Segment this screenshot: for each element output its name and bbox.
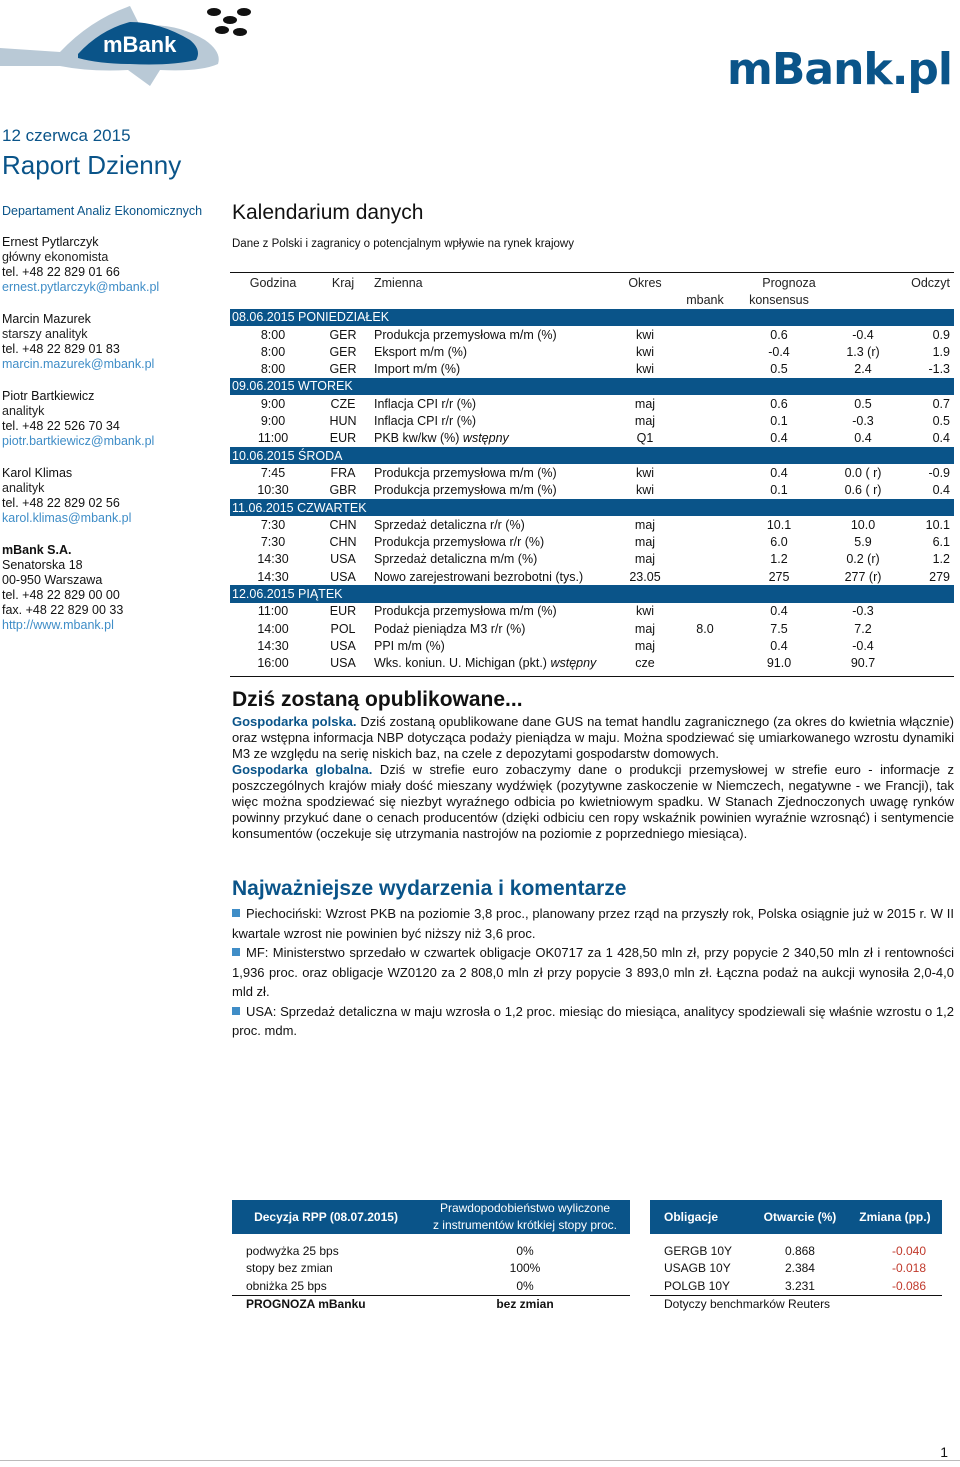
day-label: 12.06.2015 PIĄTEK — [230, 585, 954, 602]
calendar-header-row — [230, 274, 954, 291]
contact-email-link[interactable]: piotr.bartkiewicz@mbank.pl — [2, 434, 155, 448]
cell-period: maj — [616, 533, 674, 550]
cell-country: USA — [316, 655, 370, 672]
paragraph-lead: Gospodarka globalna. — [232, 762, 373, 777]
cell-mbank — [674, 343, 736, 360]
bond-row — [650, 1260, 942, 1278]
page-number: 1 — [940, 1444, 948, 1460]
calendar-row — [230, 412, 954, 429]
cell-country: GER — [316, 343, 370, 360]
cell-mbank — [674, 516, 736, 533]
cell-consensus: 275 — [736, 568, 822, 585]
day-label: 08.06.2015 PONIEDZIAŁEK — [230, 309, 954, 326]
cell-country: POL — [316, 620, 370, 637]
calendar-row — [230, 637, 954, 654]
rpp-row — [232, 1260, 630, 1278]
cell-country: USA — [316, 637, 370, 654]
event-text: MF: Ministerstwo sprzedało w czwartek obligacje OK0717 za 1 428,50 mln zł, przy popycie 2 340,50 mln zł i rentowności 1,936 proc. oraz obligacje WZ0120 za 2 808,0 mln zł przy popycie 3 893,0 mln zł. Łączna podaż na aukcji wynosiła 2,0-4,0 mld zł. — [232, 945, 954, 999]
cell-time: 14:00 — [230, 620, 316, 637]
rpp-forecast-value: bez zmian — [496, 1297, 554, 1312]
day-header-row — [230, 447, 954, 464]
cell-variable — [370, 533, 616, 550]
cell-previous: -0.3 — [822, 412, 904, 429]
calendar-table — [230, 274, 954, 672]
variable-name: Produkcja przemysłowa m/m (%) — [374, 483, 557, 498]
cell-previous: 0.5 — [822, 395, 904, 412]
cell-actual: 1.2 — [904, 551, 954, 568]
variable-name: PPI m/m (%) — [374, 638, 445, 653]
col-period: Okres — [628, 275, 662, 290]
bond-name: POLGB 10Y — [664, 1278, 731, 1293]
cell-variable — [370, 326, 616, 343]
report-title: Raport Dzienny — [2, 150, 182, 180]
cell-period: maj — [616, 412, 674, 429]
cell-mbank — [674, 482, 736, 499]
day-label: 09.06.2015 WTOREK — [230, 378, 954, 395]
calendar-row — [230, 516, 954, 533]
cell-actual: -1.3 — [904, 360, 954, 377]
calendar-row — [230, 464, 954, 481]
contact-card — [2, 235, 224, 295]
variable-name: Nowo zarejestrowani bezrobotni (tys.) — [374, 569, 584, 584]
rpp-row — [232, 1277, 630, 1295]
cell-variable — [370, 603, 616, 620]
cell-actual: 279 — [904, 568, 954, 585]
variable-name: Produkcja przemysłowa m/m (%) — [374, 465, 557, 480]
calendar-row — [230, 603, 954, 620]
sidebar — [2, 204, 224, 633]
cell-mbank — [674, 637, 736, 654]
cell-time: 10:30 — [230, 482, 316, 499]
calendar-body — [230, 274, 954, 672]
footer-rule — [0, 1460, 960, 1461]
cell-period: kwi — [616, 603, 674, 620]
calendar-row — [230, 551, 954, 568]
cell-mbank — [674, 533, 736, 550]
cell-variable — [370, 430, 616, 447]
col-variable: Zmienna — [374, 275, 423, 290]
event-text: USA: Sprzedaż detaliczna w maju wzrosła o 1,2 proc. miesiąc do miesiąca, analitycy spodziewali się właśnie wzrostu o 1,2 proc. mdm. — [232, 1003, 954, 1038]
cell-period: maj — [616, 516, 674, 533]
calendar-heading: Kalendarium danych — [232, 201, 424, 224]
cell-mbank — [674, 326, 736, 343]
cell-mbank — [674, 551, 736, 568]
bonds-header-open: Otwarcie (%) — [763, 1210, 837, 1224]
cell-time: 7:45 — [230, 464, 316, 481]
cell-time: 14:30 — [230, 637, 316, 654]
cell-mbank — [674, 568, 736, 585]
contact-name: Piotr Bartkiewicz — [2, 389, 95, 403]
cell-actual: 0.4 — [904, 430, 954, 447]
cell-country: GER — [316, 360, 370, 377]
variable-name: PKB kw/kw (%) — [374, 431, 460, 446]
cell-country: EUR — [316, 430, 370, 447]
cell-previous: 5.9 — [822, 533, 904, 550]
calendar-subheader-row — [230, 291, 954, 308]
company-block — [2, 543, 224, 633]
contact-email-link[interactable]: marcin.mazurek@mbank.pl — [2, 357, 155, 371]
cell-previous: -0.4 — [822, 637, 904, 654]
company-phone: tel. +48 22 829 00 00 — [2, 588, 120, 602]
cell-variable — [370, 360, 616, 377]
variable-name: Produkcja przemysłowa m/m (%) — [374, 327, 557, 342]
event-item — [232, 943, 954, 1002]
cell-country: CHN — [316, 533, 370, 550]
cell-time: 14:30 — [230, 551, 316, 568]
cell-period: kwi — [616, 360, 674, 377]
cell-country: CHN — [316, 516, 370, 533]
bonds-header-name: Obligacje — [664, 1210, 719, 1224]
cell-period: kwi — [616, 343, 674, 360]
cell-consensus: -0.4 — [736, 343, 822, 360]
rpp-row-value: 0% — [516, 1243, 534, 1258]
cell-consensus: 0.5 — [736, 360, 822, 377]
col-time: Godzina — [249, 275, 297, 290]
cell-previous: 7.2 — [822, 620, 904, 637]
today-heading: Dziś zostaną opublikowane... — [232, 688, 523, 711]
cell-consensus: 0.4 — [736, 430, 822, 447]
cell-period: kwi — [616, 326, 674, 343]
contact-phone: tel. +48 22 526 70 34 — [2, 419, 120, 433]
bond-open: 2.384 — [784, 1261, 815, 1276]
cell-time: 8:00 — [230, 343, 316, 360]
department-name: Departament Analiz Ekonomicznych — [2, 204, 203, 218]
calendar-row — [230, 568, 954, 585]
contact-role: analityk — [2, 404, 45, 418]
rpp-row — [232, 1242, 630, 1260]
cell-mbank — [674, 603, 736, 620]
cell-country: HUN — [316, 412, 370, 429]
cell-time: 8:00 — [230, 360, 316, 377]
cell-actual: 6.1 — [904, 533, 954, 550]
today-paragraph-domestic — [232, 714, 954, 762]
bonds-header-change: Zmiana (pp.) — [859, 1210, 931, 1224]
cell-variable — [370, 637, 616, 654]
cell-consensus: 0.1 — [736, 482, 822, 499]
contact-name: Marcin Mazurek — [2, 312, 91, 326]
cell-consensus: 0.6 — [736, 326, 822, 343]
col-forecast: Prognoza — [762, 275, 816, 290]
cell-variable — [370, 568, 616, 585]
day-label: 11.06.2015 CZWARTEK — [230, 499, 954, 516]
variable-name: Eksport m/m (%) — [374, 344, 468, 359]
rpp-row-label: stopy bez zmian — [246, 1261, 333, 1276]
calendar-row — [230, 395, 954, 412]
cell-country: CZE — [316, 395, 370, 412]
cell-mbank — [674, 395, 736, 412]
bullet-square-icon — [232, 909, 240, 917]
report-date: 12 czerwca 2015 — [2, 126, 131, 145]
cell-previous: -0.4 — [822, 326, 904, 343]
cell-actual: -0.9 — [904, 464, 954, 481]
rpp-header-line: Prawdopodobieństwo wyliczone — [439, 1201, 611, 1215]
variable-name: Produkcja przemysłowa r/r (%) — [374, 535, 545, 550]
day-header-row — [230, 585, 954, 602]
cell-variable — [370, 482, 616, 499]
events-heading: Najważniejsze wydarzenia i komentarze — [232, 877, 627, 900]
bullet-square-icon — [232, 948, 240, 956]
contact-name: Ernest Pytlarczyk — [2, 235, 99, 249]
cell-time: 11:00 — [230, 603, 316, 620]
contact-role: główny ekonomista — [2, 250, 109, 264]
cell-variable — [370, 516, 616, 533]
day-header-row — [230, 309, 954, 326]
company-street: Senatorska 18 — [2, 558, 83, 572]
day-header-row — [230, 378, 954, 395]
cell-consensus: 7.5 — [736, 620, 822, 637]
paragraph-text: Dziś w strefie euro zobaczymy dane o produkcji przemysłowej w strefie euro - informacje z poszczególnych krajów miały dość mieszany wydźwięk (pozytywne zaskoczenie w Niemczech, negatywne - we Francji), tak więc można spodziewać się niezbyt wyraźnego odbicia po kwietniowym spadku. W Stanach Zjednoczonych uwagę rynków powinny przykuć dane o cenach producentów (dzięki odbiciu cen ropy wskaźnik powinien wyraźnie wzrosnąć) i sentymencie konsumentów (oczekuje się utrzymania nastrojów na poziomie z poprzedniego miesiąca). — [232, 762, 954, 841]
calendar-row — [230, 482, 954, 499]
cell-actual — [904, 603, 954, 620]
cell-actual: 10.1 — [904, 516, 954, 533]
cell-actual — [904, 637, 954, 654]
rpp-row-label: obniżka 25 bps — [246, 1278, 327, 1293]
mbank-shark-logo — [0, 0, 260, 110]
bond-row — [650, 1277, 942, 1295]
cell-mbank — [674, 655, 736, 672]
cell-previous: -0.3 — [822, 603, 904, 620]
cell-mbank — [674, 360, 736, 377]
calendar-row — [230, 343, 954, 360]
cell-country: FRA — [316, 464, 370, 481]
bond-change: -0.086 — [891, 1278, 926, 1293]
variable-name: Inflacja CPI r/r (%) — [374, 396, 477, 411]
cell-period: maj — [616, 637, 674, 654]
day-label: 10.06.2015 ŚRODA — [230, 447, 954, 464]
contact-email-link[interactable]: ernest.pytlarczyk@mbank.pl — [2, 280, 160, 294]
cell-previous: 0.2 (r) — [822, 551, 904, 568]
cell-consensus: 91.0 — [736, 655, 822, 672]
contact-phone: tel. +48 22 829 01 66 — [2, 265, 120, 279]
bond-change: -0.018 — [891, 1261, 926, 1276]
calendar-row — [230, 533, 954, 550]
bonds-note-row — [650, 1295, 942, 1313]
bonds-note: Dotyczy benchmarków Reuters — [664, 1297, 831, 1312]
cell-period: Q1 — [616, 430, 674, 447]
cell-previous: 0.4 — [822, 430, 904, 447]
paragraph-lead: Gospodarka polska. — [232, 714, 357, 729]
cell-time: 7:30 — [230, 516, 316, 533]
cell-variable — [370, 620, 616, 637]
variable-name: Wks. koniun. U. Michigan (pkt.) — [374, 656, 547, 671]
contact-phone: tel. +48 22 829 01 83 — [2, 342, 120, 356]
calendar-row — [230, 620, 954, 637]
rpp-decision-table — [232, 1200, 630, 1313]
rpp-forecast-label: PROGNOZA mBanku — [246, 1297, 366, 1312]
brand-wordmark: mBank.pl — [727, 44, 952, 95]
calendar-row — [230, 326, 954, 343]
cell-actual: 0.4 — [904, 482, 954, 499]
bond-row — [650, 1242, 942, 1260]
cell-previous: 2.4 — [822, 360, 904, 377]
variable-name: Podaż pieniądza M3 r/r (%) — [374, 621, 526, 636]
cell-actual — [904, 620, 954, 637]
calendar-row — [230, 360, 954, 377]
contact-card — [2, 466, 224, 526]
calendar-row — [230, 430, 954, 447]
col-mbank: mbank — [686, 292, 724, 307]
cell-country: GER — [316, 326, 370, 343]
cell-period: cze — [616, 655, 674, 672]
event-item — [232, 904, 954, 943]
cell-previous: 277 (r) — [822, 568, 904, 585]
cell-previous: 1.3 (r) — [822, 343, 904, 360]
day-header-row — [230, 499, 954, 516]
cell-variable — [370, 412, 616, 429]
rpp-header-probability — [420, 1200, 630, 1234]
cell-actual: 0.9 — [904, 326, 954, 343]
variable-note: wstępny — [550, 656, 597, 671]
cell-mbank: 8.0 — [674, 620, 736, 637]
bond-open: 0.868 — [784, 1243, 815, 1258]
cell-previous: 10.0 — [822, 516, 904, 533]
bond-name: GERGB 10Y — [664, 1243, 733, 1258]
cell-consensus: 10.1 — [736, 516, 822, 533]
bullet-square-icon — [232, 1007, 240, 1015]
contact-name: Karol Klimas — [2, 466, 73, 480]
bonds-table — [650, 1200, 942, 1313]
cell-mbank — [674, 430, 736, 447]
bond-change: -0.040 — [891, 1243, 926, 1258]
today-paragraph-global — [232, 762, 954, 842]
cell-time: 7:30 — [230, 533, 316, 550]
variable-name: Import m/m (%) — [374, 362, 461, 377]
rpp-header-line: z instrumentów krótkiej stopy proc. — [432, 1218, 618, 1232]
variable-name: Produkcja przemysłowa m/m (%) — [374, 604, 557, 619]
cell-consensus: 0.1 — [736, 412, 822, 429]
cell-variable — [370, 655, 616, 672]
cell-variable — [370, 343, 616, 360]
cell-period: maj — [616, 620, 674, 637]
col-actual: Odczyt — [911, 275, 950, 290]
bonds-header-row — [650, 1200, 942, 1234]
logo-text: mBank — [103, 32, 177, 57]
cell-country: USA — [316, 568, 370, 585]
cell-time: 9:00 — [230, 412, 316, 429]
cell-consensus: 6.0 — [736, 533, 822, 550]
variable-name: Sprzedaż detaliczna r/r (%) — [374, 517, 525, 532]
col-country: Kraj — [331, 275, 355, 290]
table-bottom-rule — [230, 676, 954, 677]
cell-mbank — [674, 464, 736, 481]
cell-previous: 90.7 — [822, 655, 904, 672]
cell-consensus: 0.6 — [736, 395, 822, 412]
cell-time: 16:00 — [230, 655, 316, 672]
event-item — [232, 1002, 954, 1041]
table-top-rule — [230, 272, 954, 273]
cell-consensus: 0.4 — [736, 464, 822, 481]
cell-consensus: 1.2 — [736, 551, 822, 568]
company-website-link[interactable]: http://www.mbank.pl — [2, 618, 114, 632]
contact-phone: tel. +48 22 829 02 56 — [2, 496, 120, 510]
col-consensus: konsensus — [749, 292, 809, 307]
rpp-header-row — [232, 1200, 630, 1234]
cell-time: 14:30 — [230, 568, 316, 585]
cell-previous: 0.0 ( r) — [822, 464, 904, 481]
cell-period: maj — [616, 395, 674, 412]
cell-mbank — [674, 412, 736, 429]
calendar-row — [230, 655, 954, 672]
contact-card — [2, 312, 224, 372]
cell-variable — [370, 395, 616, 412]
rpp-header-decision: Decyzja RPP (08.07.2015) — [254, 1210, 398, 1224]
cell-period: kwi — [616, 482, 674, 499]
cell-period: kwi — [616, 464, 674, 481]
cell-actual — [904, 655, 954, 672]
rpp-row-value: 100% — [509, 1261, 541, 1276]
cell-actual: 1.9 — [904, 343, 954, 360]
bond-open: 3.231 — [784, 1278, 815, 1293]
calendar-subheading: Dane z Polski i zagranicy o potencjalnym wpływie na rynek krajowy — [232, 238, 574, 250]
event-text: Piechociński: Wzrost PKB na poziomie 3,8 proc., planowany przez rząd na przyszły rok, Polska osiągnie już w 2015 r. W II kwartale wzrost nie powinien być niższy niż 3,6 proc. — [232, 906, 954, 941]
company-fax: fax. +48 22 829 00 33 — [2, 603, 124, 617]
contact-role: analityk — [2, 481, 45, 495]
rpp-forecast-row — [232, 1295, 630, 1313]
company-city: 00-950 Warszawa — [2, 573, 103, 587]
variable-note: wstępny — [462, 431, 509, 446]
events-list — [232, 904, 954, 1041]
cell-consensus: 0.4 — [736, 603, 822, 620]
cell-variable — [370, 464, 616, 481]
paragraph-text: Dziś zostaną opublikowane dane GUS na temat handlu zagranicznego (za okres do kwietnia włącznie) oraz wstępna informacja NBP dotycząca podaży pieniądza w maju. Można spodziewać się umiarkowanego wzrostu dynamiki M3 ze względu na serię niskich baz, na czele z depozytami gospodarstw domowych. — [232, 714, 954, 761]
cell-actual: 0.5 — [904, 412, 954, 429]
rpp-row-label: podwyżka 25 bps — [246, 1243, 339, 1258]
rpp-row-value: 0% — [516, 1278, 534, 1293]
cell-time: 8:00 — [230, 326, 316, 343]
contact-email-link[interactable]: karol.klimas@mbank.pl — [2, 511, 132, 525]
cell-time: 9:00 — [230, 395, 316, 412]
cell-country: USA — [316, 551, 370, 568]
variable-name: Inflacja CPI r/r (%) — [374, 414, 477, 429]
contact-role: starszy analityk — [2, 327, 88, 341]
cell-country: EUR — [316, 603, 370, 620]
cell-country: GBR — [316, 482, 370, 499]
company-name: mBank S.A. — [2, 543, 72, 557]
today-paragraphs — [232, 714, 954, 842]
cell-variable — [370, 551, 616, 568]
cell-previous: 0.6 ( r) — [822, 482, 904, 499]
contact-card — [2, 389, 224, 449]
variable-name: Sprzedaż detaliczna m/m (%) — [374, 552, 538, 567]
cell-time: 11:00 — [230, 430, 316, 447]
cell-actual: 0.7 — [904, 395, 954, 412]
cell-period: 23.05 — [616, 568, 674, 585]
cell-consensus: 0.4 — [736, 637, 822, 654]
cell-period: maj — [616, 551, 674, 568]
bond-name: USAGB 10Y — [664, 1261, 731, 1276]
